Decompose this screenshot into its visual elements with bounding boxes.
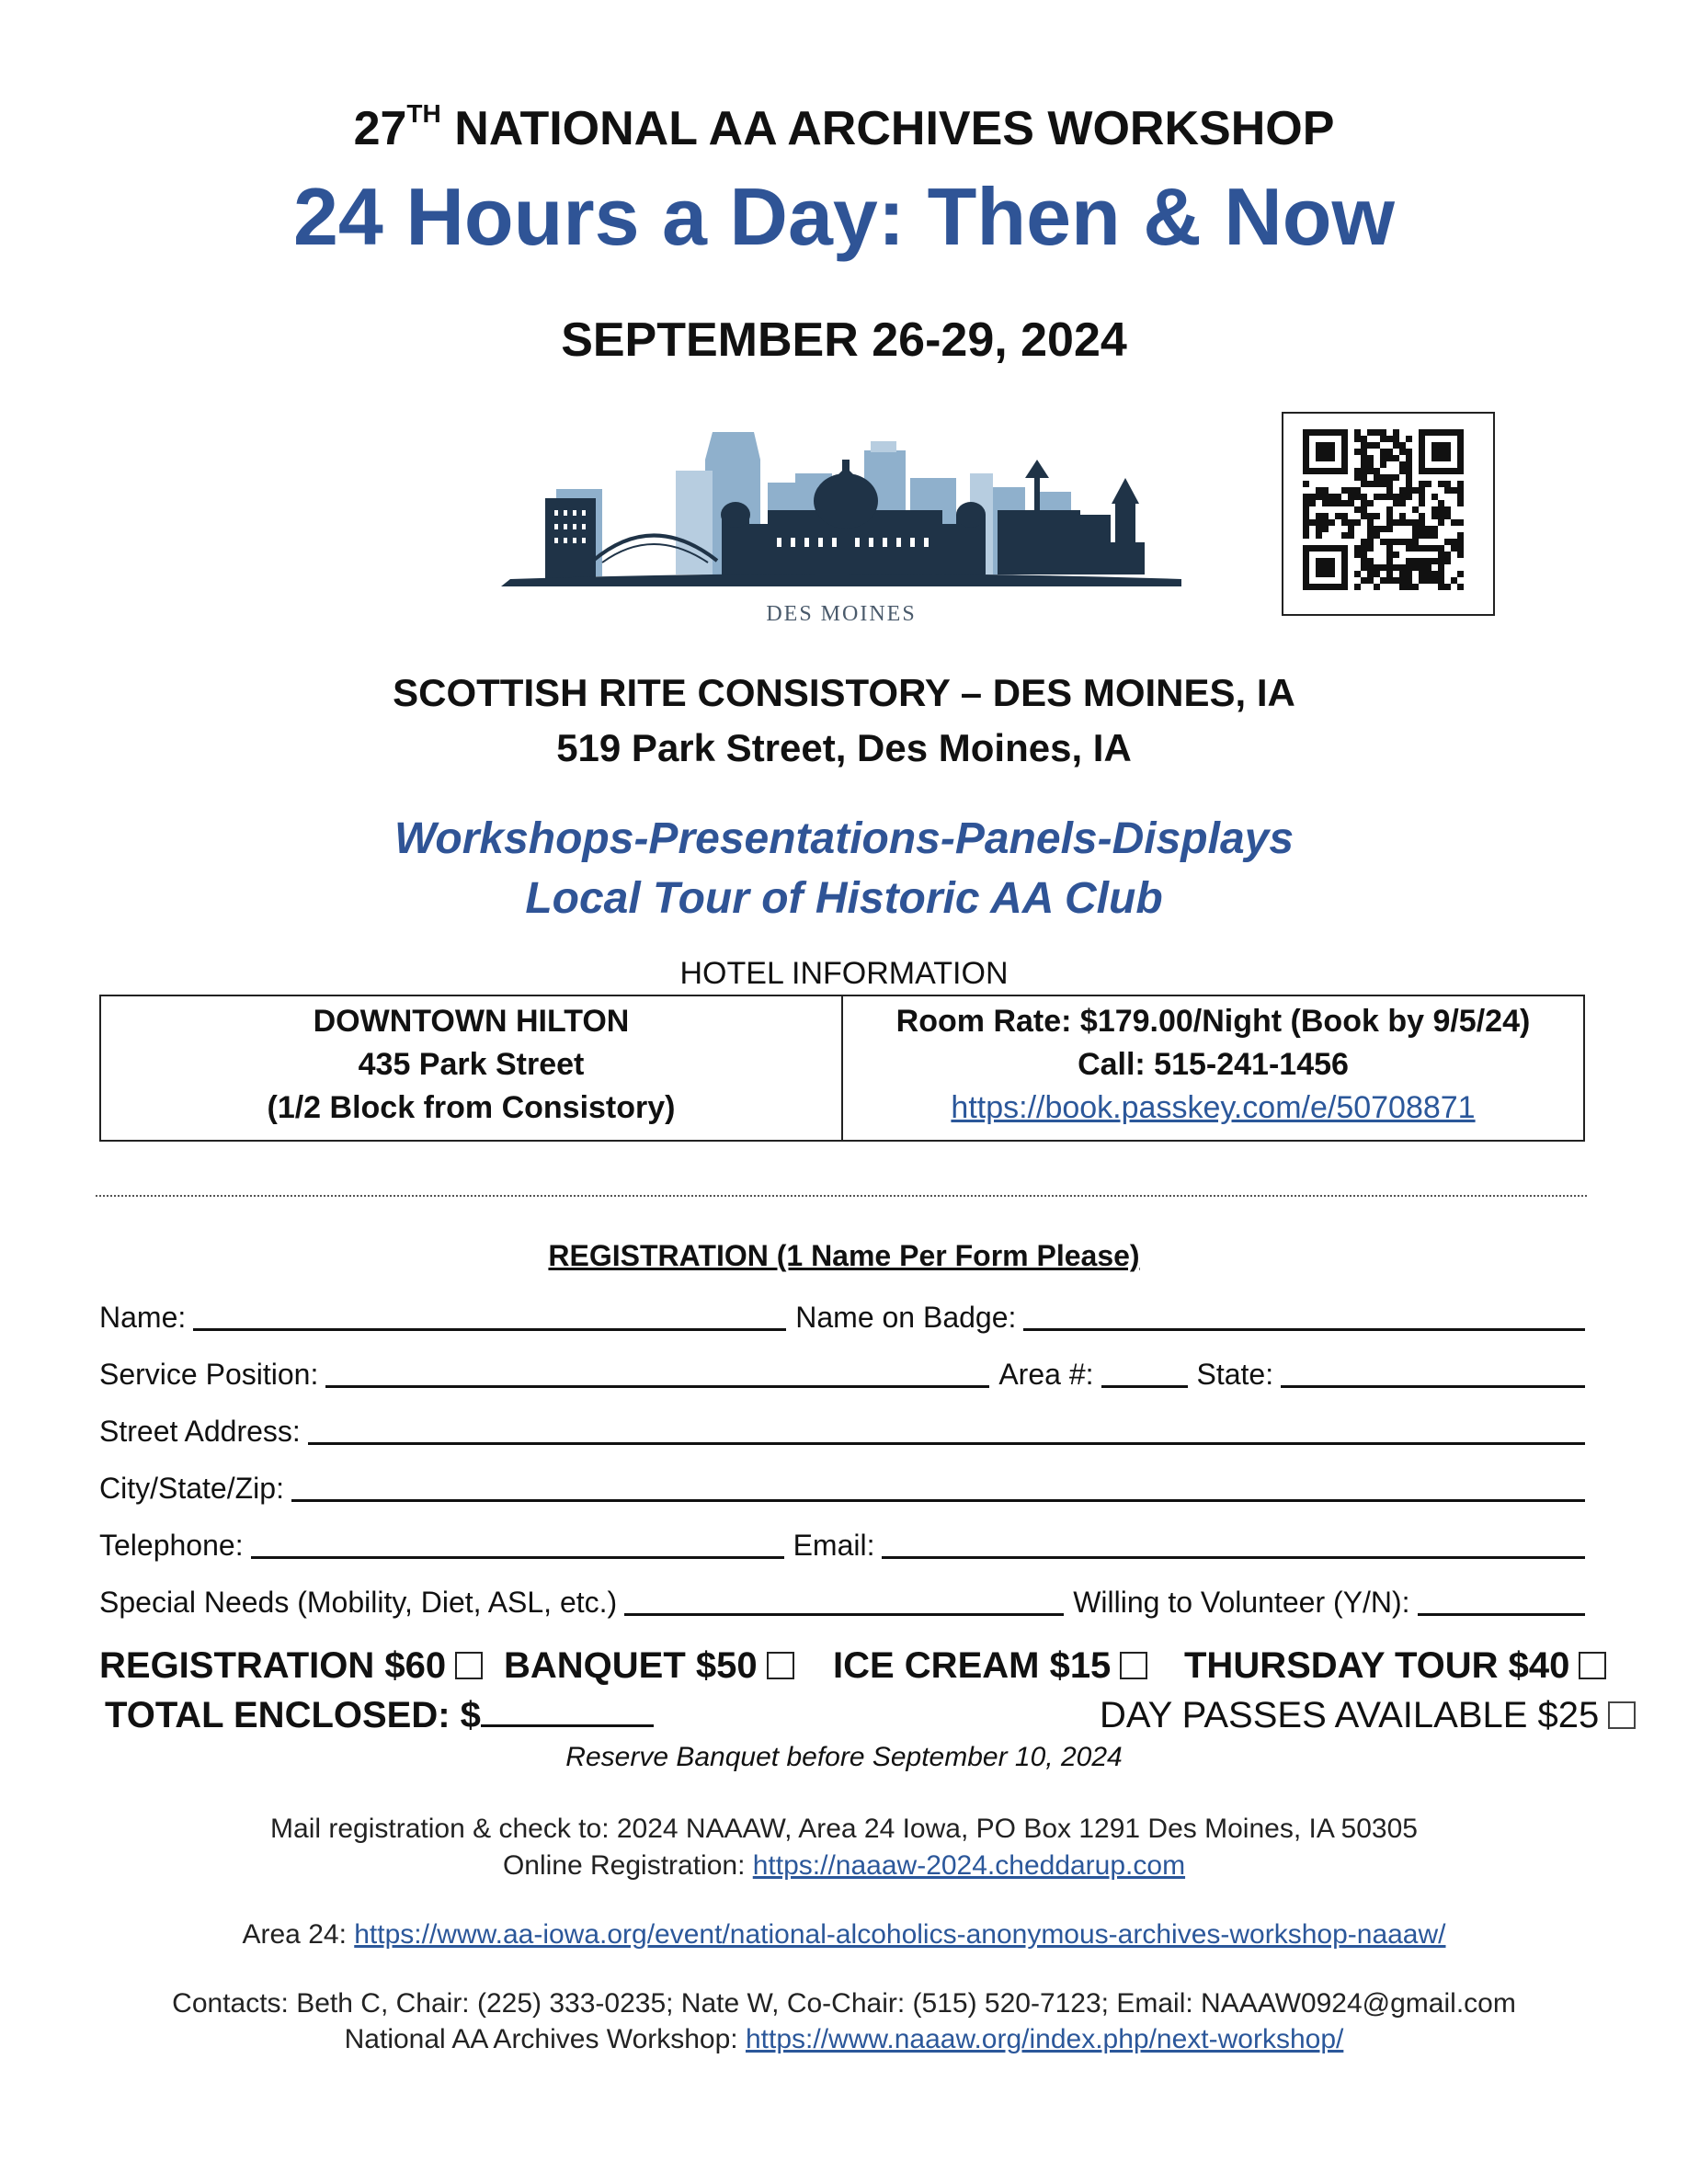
svg-text:DES MOINES: DES MOINES (766, 602, 917, 626)
hotel-booking-link[interactable]: https://book.passkey.com/e/50708871 (951, 1090, 1476, 1125)
mail-instructions: Mail registration & check to: 2024 NAAAW, Area 24 Iowa, PO Box 1291 Des Moines, IA 50305 (270, 1814, 1418, 1844)
option-banquet: BANQUET $50 (504, 1645, 794, 1687)
day-pass-checkbox[interactable] (1608, 1701, 1636, 1729)
special-needs-label: Special Needs (Mobility, Diet, ASL, etc.) (99, 1586, 618, 1619)
banquet-reserve-note: Reserve Banquet before September 10, 2024 (565, 1742, 1123, 1772)
service-position-field[interactable] (325, 1380, 989, 1388)
event-dates: SEPTEMBER 26-29, 2024 (561, 313, 1127, 367)
telephone-label: Telephone: (99, 1529, 244, 1562)
naaaw-website: National AA Archives Workshop: https://www.naaaw.org/index.php/next-workshop/ (344, 2024, 1344, 2054)
venue-address: 519 Park Street, Des Moines, IA (556, 726, 1132, 769)
area-24-info: Area 24: https://www.aa-iowa.org/event/national-alcoholics-anonymous-archives-workshop-naaaw/ (242, 1919, 1446, 1950)
telephone-field[interactable] (251, 1551, 784, 1559)
name-label: Name: (99, 1301, 187, 1334)
registration-title: REGISTRATION (1 Name Per Form Please) (548, 1239, 1140, 1272)
total-enclosed-field[interactable] (481, 1719, 654, 1727)
special-needs-field[interactable] (624, 1608, 1064, 1616)
email-field[interactable] (882, 1551, 1585, 1559)
hotel-info-table (99, 995, 1585, 1142)
form-row-service (99, 1355, 1585, 1392)
form-row-contact (99, 1526, 1585, 1563)
option-ice-cream: ICE CREAM $15 (833, 1645, 1147, 1687)
hotel-name: DOWNTOWN HILTON (313, 1004, 630, 1039)
option-thursday-tour: THURSDAY TOUR $40 (1184, 1645, 1606, 1687)
online-registration-link[interactable]: https://naaaw-2024.cheddarup.com (752, 1850, 1186, 1881)
tagline-tour: Local Tour of Historic AA Club (525, 874, 1163, 923)
state-field[interactable] (1281, 1380, 1585, 1388)
badge-name-field[interactable] (1023, 1323, 1585, 1331)
service-position-label: Service Position: (99, 1358, 319, 1391)
option-registration: REGISTRATION $60 (99, 1645, 483, 1687)
qr-code[interactable] (1282, 412, 1495, 616)
area-24-link[interactable]: https://www.aa-iowa.org/event/national-alcoholics-anonymous-archives-workshop-naaaw/ (354, 1919, 1446, 1950)
volunteer-label: Willing to Volunteer (Y/N): (1073, 1586, 1410, 1619)
email-label: Email: (793, 1529, 875, 1562)
banquet-checkbox[interactable] (767, 1652, 794, 1679)
city-state-zip-field[interactable] (291, 1494, 1585, 1502)
room-rate: Room Rate: $179.00/Night (Book by 9/5/24) (895, 1004, 1531, 1039)
hotel-location-cell (101, 996, 841, 1140)
venue-name: SCOTTISH RITE CONSISTORY – DES MOINES, IA (393, 671, 1295, 714)
registration-checkbox[interactable] (455, 1652, 483, 1679)
ice-cream-checkbox[interactable] (1120, 1652, 1147, 1679)
naaaw-website-link[interactable]: https://www.naaaw.org/index.php/next-workshop/ (745, 2024, 1344, 2054)
form-row-city (99, 1469, 1585, 1506)
badge-name-label: Name on Badge: (795, 1301, 1017, 1334)
online-registration: Online Registration: https://naaaw-2024.cheddarup.com (502, 1850, 1186, 1881)
event-theme: 24 Hours a Day: Then & Now (292, 171, 1395, 262)
street-address-label: Street Address: (99, 1415, 301, 1448)
form-row-name (99, 1298, 1585, 1335)
name-field[interactable] (193, 1323, 786, 1331)
hotel-distance: (1/2 Block from Consistory) (267, 1090, 676, 1125)
form-row-street (99, 1412, 1585, 1449)
street-address-field[interactable] (308, 1437, 1585, 1445)
option-day-pass: DAY PASSES AVAILABLE $25 (1100, 1695, 1636, 1736)
thursday-tour-checkbox[interactable] (1579, 1652, 1606, 1679)
city-state-zip-label: City/State/Zip: (99, 1472, 284, 1505)
hotel-phone: Call: 515-241-1456 (1078, 1047, 1349, 1082)
state-label: State: (1196, 1358, 1274, 1391)
event-title: 27TH NATIONAL AA ARCHIVES WORKSHOP (353, 98, 1335, 155)
contacts-line: Contacts: Beth C, Chair: (225) 333-0235; Nate W, Co-Chair: (515) 520-7123; Email: NAAAW0924@gmail.com (172, 1988, 1516, 2019)
hotel-street: 435 Park Street (358, 1047, 585, 1082)
form-row-needs (99, 1583, 1585, 1620)
hotel-booking-cell (841, 996, 1583, 1140)
volunteer-field[interactable] (1418, 1608, 1585, 1616)
area-label: Area #: (998, 1358, 1094, 1391)
des-moines-skyline-image (501, 423, 1181, 634)
total-enclosed: TOTAL ENCLOSED: $ (105, 1695, 654, 1736)
area-field[interactable] (1101, 1380, 1188, 1388)
cut-line-divider (96, 1195, 1587, 1197)
hotel-section-title: HOTEL INFORMATION (679, 956, 1009, 991)
tagline-activities: Workshops-Presentations-Panels-Displays (393, 814, 1295, 863)
